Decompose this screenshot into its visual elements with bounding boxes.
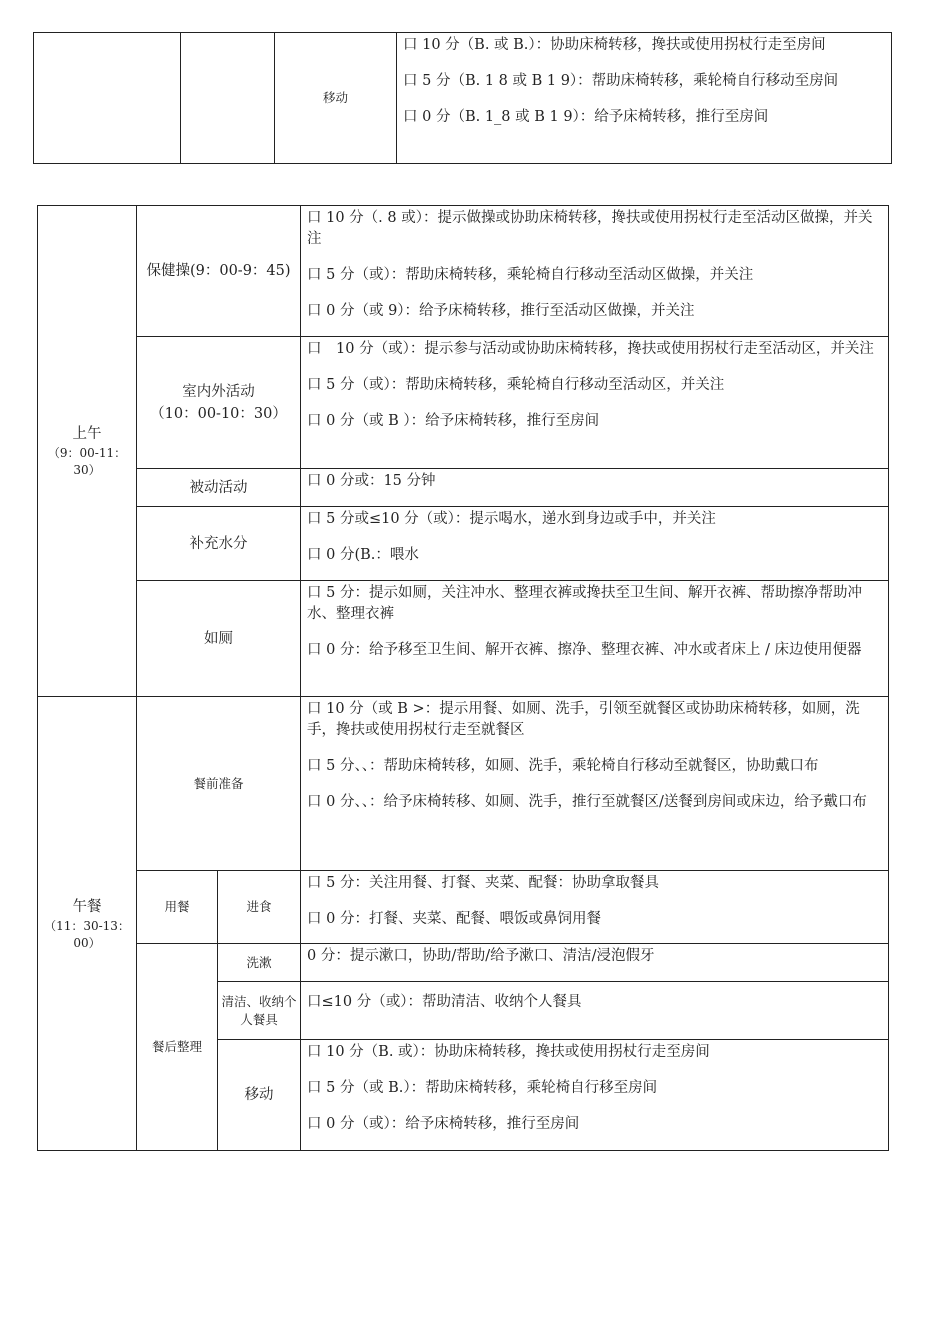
lunch-time: （11：30-13：00） [44, 918, 130, 950]
exercise-options [301, 206, 889, 337]
morning-section [38, 206, 137, 697]
option-text: 口 10 分（或 B >：提示用餐、如厕、洗手，引领至就餐区或协助床椅转移，如厕，洗手，搀扶或使用拐杖行走至就餐区 [307, 701, 860, 738]
option-text: 口 0 分(B.：喂水 [307, 547, 419, 563]
option-text: 口 5 分：提示如厕，关注冲水、整理衣裤或搀扶至卫生间、解开衣裤、帮助擦净帮助冲水、整理衣裤 [307, 585, 862, 622]
option-text: 口 0 分、、：给予床椅转移、如厕、洗手，推行至就餐区/送餐到房间或床边，给予戴口布 [307, 794, 867, 810]
option-text: 口 5 分、、：帮助床椅转移，如厕、洗手，乘轮椅自行移动至就餐区，协助戴口布 [307, 758, 819, 774]
lunch-title: 午餐 [72, 898, 102, 915]
option-text: 口 5 分（或）：帮助床椅转移，乘轮椅自行移动至活动区做操，并关注 [307, 267, 754, 283]
option-text: 口 5 分（B. 1 8 或 B 1 9）：帮助床椅转移，乘轮椅自行移动至房间 [403, 73, 839, 89]
meal-prep-label: 餐前准备 [137, 697, 301, 871]
option-text: 口 0 分（或 B ）：给予床椅转移，推行至房间 [307, 413, 600, 429]
option-text: 口 0 分（或）：给予床椅转移，推行至房间 [307, 1116, 580, 1132]
hydration-options [301, 507, 889, 581]
eating-label: 进食 [218, 871, 301, 944]
morning-time: （9：00-11：30） [47, 446, 127, 477]
meal-label: 用餐 [137, 871, 218, 944]
option-text: 口≤10 分（或）：帮助清洁、收纳个人餐具 [307, 994, 582, 1010]
passive-activity-options [301, 469, 889, 507]
activity-options [301, 337, 889, 469]
empty-cell [34, 33, 181, 164]
option-text: 口 0 分：打餐、夹菜、配餐、喂饭或鼻饲用餐 [307, 911, 601, 927]
rinse-options [301, 944, 889, 982]
move-options [397, 33, 892, 164]
return-move-label: 移动 [218, 1040, 301, 1151]
toilet-label: 如厕 [137, 581, 301, 697]
option-text: 口 0 分或：15 分钟 [307, 473, 436, 489]
activity-label: 室内外活动 [182, 383, 255, 400]
clean-utensils-label: 清洁、收纳个人餐具 [218, 982, 301, 1040]
clean-utensils-options [301, 982, 889, 1040]
hydration-label: 补充水分 [137, 507, 301, 581]
after-meal-label: 餐后整理 [137, 944, 218, 1151]
exercise-label: 保健操(9：00-9：45) [137, 206, 301, 337]
option-text: 口 0 分（B. 1_8 或 B 1 9）：给予床椅转移，推行至房间 [403, 109, 769, 125]
move-label: 移动 [275, 33, 397, 164]
option-text: 口 10 分（B. 或）：协助床椅转移，搀扶或使用拐杖行走至房间 [307, 1044, 710, 1060]
activity-label-cell [137, 337, 301, 469]
activity-time: （10：00-10：30） [150, 405, 287, 422]
option-text: 口 5 分：关注用餐、打餐、夹菜、配餐：协助拿取餐具 [307, 875, 659, 891]
meal-prep-options [301, 697, 889, 871]
empty-cell [181, 33, 275, 164]
option-text: 口 0 分（或 9）：给予床椅转移，推行至活动区做操，并关注 [307, 303, 695, 319]
option-text: 口 10 分（B. 或 B.）：协助床椅转移，搀扶或使用拐杖行走至房间 [403, 37, 826, 53]
return-move-options [301, 1040, 889, 1151]
toilet-options [301, 581, 889, 697]
continuation-table [33, 32, 892, 164]
option-text: 口 5 分或≤10 分（或）：提示喝水，递水到身边或手中，并关注 [307, 511, 716, 527]
schedule-table [37, 205, 889, 1151]
option-text: 0 分：提示漱口，协助/帮助/给予漱口、清洁/浸泡假牙 [307, 948, 655, 964]
option-text: 口 5 分（或）：帮助床椅转移，乘轮椅自行移动至活动区，并关注 [307, 377, 725, 393]
lunch-section [38, 697, 137, 1151]
morning-title: 上午 [72, 426, 102, 442]
passive-activity-label: 被动活动 [137, 469, 301, 507]
eating-options [301, 871, 889, 944]
option-text: 口 10 分（. 8 或）：提示做操或协助床椅转移，搀扶或使用拐杖行走至活动区做操，并关注 [307, 210, 873, 247]
rinse-label: 洗漱 [218, 944, 301, 982]
option-text: 口 5 分（或 B.）：帮助床椅转移，乘轮椅自行移至房间 [307, 1080, 658, 1096]
option-text: 口 10 分（或）：提示参与活动或协助床椅转移，搀扶或使用拐杖行走至活动区，并关注 [307, 341, 874, 357]
option-text: 口 0 分：给予移至卫生间、解开衣裤、擦净、整理衣裤、冲水或者床上 / 床边使用便器 [307, 642, 862, 658]
